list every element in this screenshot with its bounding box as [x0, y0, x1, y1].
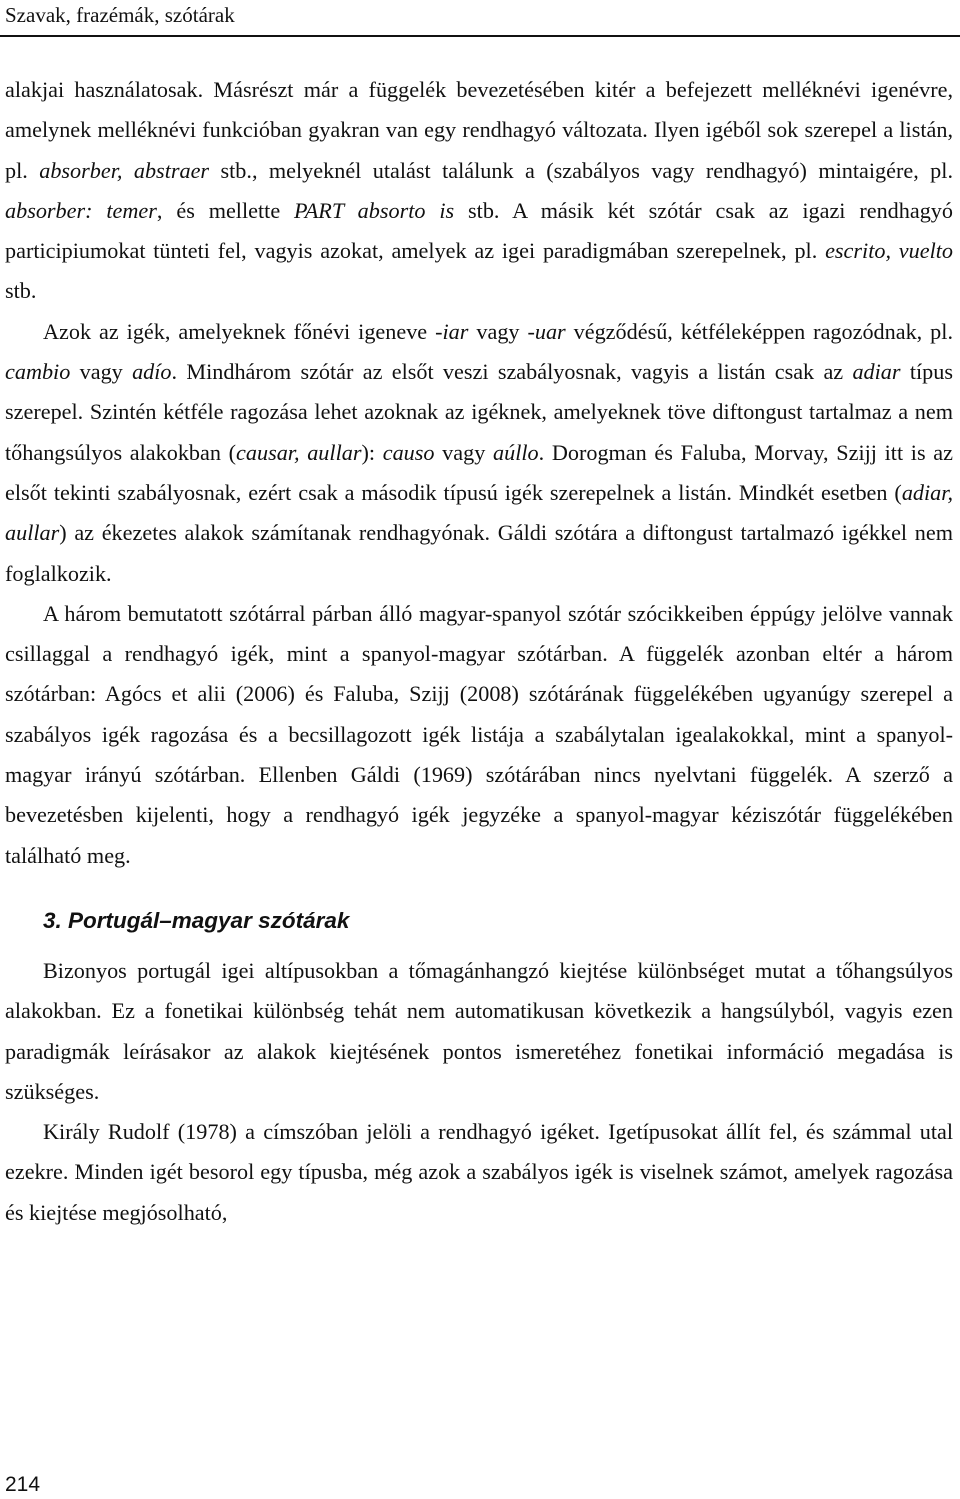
section-heading: 3. Portugál–magyar szótárak [43, 907, 350, 933]
paragraph-4: Bizonyos portugál igei altípusokban a tőmagánhangzó kiejtése különbséget mutat a tőhangsúlyos alakokban. Ez a fonetikai különbség tehát nem automatikusan következik a hangsúlyból, vagyis ezen paradigmák leírásakor az alakok kiejtésének pontos ismeretéhez fonetikai információ megadása is szükséges. [5, 957, 953, 1104]
body-text [5, 70, 953, 1233]
page-number: 214 [5, 1473, 41, 1496]
paragraph-2: Azok az igék, amelyeknek főnévi igeneve -iar vagy -uar végződésű, kétféleképpen ragozódnak, pl. cambio vagy adío. Mindhárom szótár az elsőt veszi szabályosnak, vagyis a listán csak az adiar típus szerepel. Szintén kétféle ragozása lehet azoknak az igéknek, amelyeknek töve diftongust tartalmaz a nem tőhangsúlyos alakokban (causar, aullar): causo vagy aúllo. Dorogman és Faluba, Morvay, Szijj itt is az elsőt tekinti szabályosnak, ezért csak a második típusú igék szerepelnek a listán. Mindkét esetben (adiar, aullar) az ékezetes alakok számítanak rendhagyónak. Gáldi szótára a diftongust tartalmazó igékkel nem foglalkozik. [5, 318, 954, 586]
paragraph-1: alakjai használatosak. Másrészt már a függelék bevezetésében kitér a befejezett melléknévi igenévre, amelynek melléknévi funkcióban gyakran van egy rendhagyó változata. Ilyen igéből sok szerepel a listán, pl. absorber, abstraer stb., melyeknél utalást találunk a (szabályos vagy rendhagyó) mintaigére, pl. absorber: temer, és mellette PART absorto is stb. A másik két szótár csak az igazi rendhagyó participiumokat tünteti fel, vagyis azokat, amelyek az igei paradigmában szerepelnek, pl. escrito, vuelto stb. [5, 77, 954, 304]
header-rule [0, 35, 960, 37]
paragraph-3: A három bemutatott szótárral párban álló magyar-spanyol szótár szócikkeiben éppúgy jelölve vannak csillaggal a rendhagyó igék, mint a spanyol-magyar szótárban. A függelék azonban eltér a három szótárban: Agócs et alii (2006) és Faluba, Szijj (2008) szótárának függelékében ugyanúgy szerepel a szabályos igék ragozása és a becsillagozott igék listája a szabálytalan igealakokkal, mint a spanyol-magyar irányú szótárban. Ellenben Gáldi (1969) szótárában nincs nyelvtani függelék. A szerző a bevezetésben kijelenti, hogy a rendhagyó igék jegyzéke a spanyol-magyar kéziszótár függelékében található meg. [5, 600, 953, 868]
running-head: Szavak, frazémák, szótárak [5, 3, 235, 27]
paragraph-5: Király Rudolf (1978) a címszóban jelöli a rendhagyó igéket. Igetípusokat állít fel, és számmal utal ezekre. Minden igét besorol egy típusba, még azok a szabályos igék is viselnek számot, amelyek ragozása és kiejtése megjósolható, [5, 1119, 953, 1225]
